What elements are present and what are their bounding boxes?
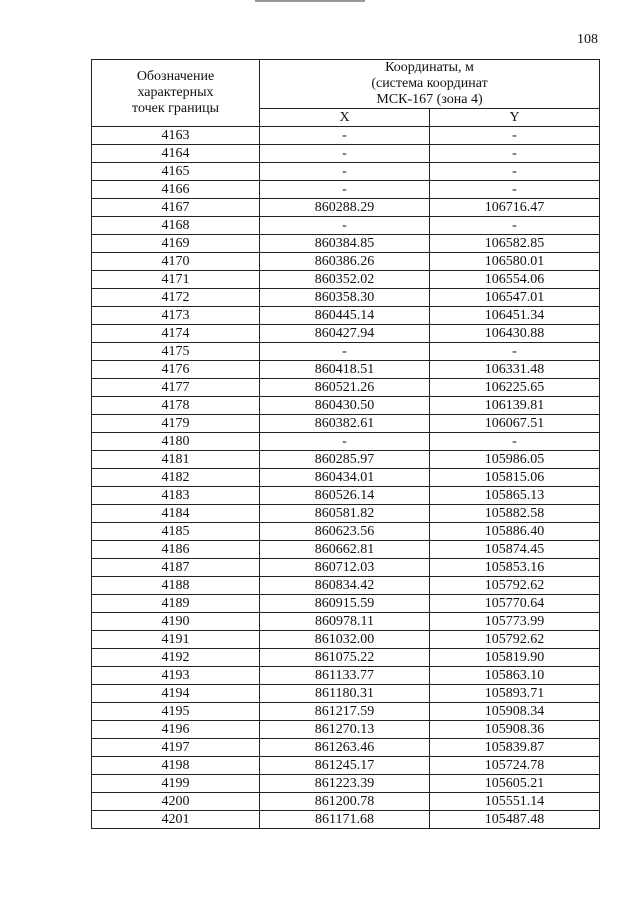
table-row [92,289,600,307]
point-cell: 4180 [92,433,260,451]
table-row [92,739,600,757]
header-x: X [260,109,430,127]
x-cell: 861032.00 [260,631,430,649]
x-cell: - [260,343,430,361]
table-body [92,127,600,829]
table-row [92,379,600,397]
table-row [92,775,600,793]
x-cell: 860418.51 [260,361,430,379]
point-cell: 4173 [92,307,260,325]
y-cell: 105874.45 [430,541,600,559]
point-cell: 4199 [92,775,260,793]
table-row [92,505,600,523]
coordinates-table [91,59,600,829]
x-cell: 860915.59 [260,595,430,613]
y-cell: 105893.71 [430,685,600,703]
point-cell: 4164 [92,145,260,163]
y-cell: 106716.47 [430,199,600,217]
page-number: 108 [577,32,598,47]
y-cell: 105551.14 [430,793,600,811]
y-cell: 105773.99 [430,613,600,631]
header-point-line: Обозначение [136,69,215,84]
point-cell: 4169 [92,235,260,253]
x-cell: 861263.46 [260,739,430,757]
x-cell: 860526.14 [260,487,430,505]
x-cell: 860623.56 [260,523,430,541]
y-cell: 106067.51 [430,415,600,433]
table-row [92,253,600,271]
table-row [92,361,600,379]
point-cell: 4185 [92,523,260,541]
x-cell: - [260,145,430,163]
table-row [92,433,600,451]
table-row [92,271,600,289]
point-cell: 4175 [92,343,260,361]
point-cell: 4179 [92,415,260,433]
point-cell: 4192 [92,649,260,667]
point-cell: 4201 [92,811,260,829]
point-cell: 4193 [92,667,260,685]
x-cell: 860978.11 [260,613,430,631]
y-cell: 105986.05 [430,451,600,469]
y-cell: 106451.34 [430,307,600,325]
table-row [92,793,600,811]
x-cell: 860834.42 [260,577,430,595]
table-row [92,757,600,775]
table-row [92,577,600,595]
point-cell: 4176 [92,361,260,379]
x-cell: 860430.50 [260,397,430,415]
point-cell: 4166 [92,181,260,199]
y-cell: 105724.78 [430,757,600,775]
point-cell: 4198 [92,757,260,775]
point-cell: 4189 [92,595,260,613]
x-cell: 861245.17 [260,757,430,775]
header-point-line: точек границы [132,101,219,116]
table-row [92,145,600,163]
point-cell: 4190 [92,613,260,631]
x-cell: 860712.03 [260,559,430,577]
x-cell: 861171.68 [260,811,430,829]
table-row [92,181,600,199]
point-cell: 4184 [92,505,260,523]
point-cell: 4188 [92,577,260,595]
table-row [92,523,600,541]
table-row [92,559,600,577]
x-cell: 860386.26 [260,253,430,271]
table-row [92,325,600,343]
table-row [92,343,600,361]
header-coord-line: МСК-167 (зона 4) [376,92,483,107]
x-cell: 861075.22 [260,649,430,667]
table-row [92,541,600,559]
table-row [92,613,600,631]
table-row [92,649,600,667]
x-cell: 860288.29 [260,199,430,217]
table-row [92,703,600,721]
point-cell: 4195 [92,703,260,721]
point-cell: 4167 [92,199,260,217]
point-cell: 4200 [92,793,260,811]
table-row [92,451,600,469]
y-cell: 106430.88 [430,325,600,343]
point-cell: 4181 [92,451,260,469]
x-cell: 860662.81 [260,541,430,559]
table-row [92,595,600,613]
y-cell: 105863.10 [430,667,600,685]
y-cell: - [430,127,600,145]
point-cell: 4177 [92,379,260,397]
y-cell: 106331.48 [430,361,600,379]
y-cell: 106554.06 [430,271,600,289]
point-cell: 4172 [92,289,260,307]
y-cell: 106580.01 [430,253,600,271]
y-cell: - [430,433,600,451]
point-cell: 4163 [92,127,260,145]
table-row [92,487,600,505]
point-cell: 4178 [92,397,260,415]
table-row [92,721,600,739]
x-cell: 861200.78 [260,793,430,811]
table-row [92,199,600,217]
x-cell: 860581.82 [260,505,430,523]
x-cell: 860445.14 [260,307,430,325]
y-cell: 106139.81 [430,397,600,415]
table-row [92,631,600,649]
table-row [92,163,600,181]
x-cell: - [260,181,430,199]
table-row [92,667,600,685]
table-row [92,397,600,415]
x-cell: 860434.01 [260,469,430,487]
x-cell: - [260,127,430,145]
x-cell: 861180.31 [260,685,430,703]
point-cell: 4187 [92,559,260,577]
x-cell: 860358.30 [260,289,430,307]
point-cell: 4191 [92,631,260,649]
x-cell: 861217.59 [260,703,430,721]
point-cell: 4183 [92,487,260,505]
x-cell: 860384.85 [260,235,430,253]
table-row [92,307,600,325]
y-cell: 105839.87 [430,739,600,757]
table-row [92,415,600,433]
point-cell: 4165 [92,163,260,181]
table-row [92,217,600,235]
x-cell: 860285.97 [260,451,430,469]
y-cell: 105792.62 [430,577,600,595]
point-cell: 4186 [92,541,260,559]
point-cell: 4171 [92,271,260,289]
y-cell: 106225.65 [430,379,600,397]
point-cell: 4174 [92,325,260,343]
point-cell: 4182 [92,469,260,487]
table-row [92,685,600,703]
y-cell: 105886.40 [430,523,600,541]
x-cell: - [260,217,430,235]
header-coord-line: Координаты, м [385,60,474,75]
point-cell: 4197 [92,739,260,757]
header-point-designation [92,60,260,127]
y-cell: 105908.36 [430,721,600,739]
y-cell: 105853.16 [430,559,600,577]
x-cell: 860427.94 [260,325,430,343]
y-cell: 105819.90 [430,649,600,667]
x-cell: - [260,433,430,451]
y-cell: - [430,181,600,199]
y-cell: 105605.21 [430,775,600,793]
header-point-line: характерных [137,85,214,100]
table-row [92,469,600,487]
x-cell: 861133.77 [260,667,430,685]
x-cell: 860352.02 [260,271,430,289]
y-cell: 105908.34 [430,703,600,721]
x-cell: - [260,163,430,181]
y-cell: 106582.85 [430,235,600,253]
x-cell: 860521.26 [260,379,430,397]
y-cell: 105792.62 [430,631,600,649]
top-scan-mark [255,0,365,2]
point-cell: 4194 [92,685,260,703]
y-cell: 106547.01 [430,289,600,307]
y-cell: - [430,343,600,361]
header-coord-line: (система координат [371,76,488,91]
x-cell: 861223.39 [260,775,430,793]
y-cell: - [430,145,600,163]
point-cell: 4168 [92,217,260,235]
y-cell: 105865.13 [430,487,600,505]
point-cell: 4196 [92,721,260,739]
y-cell: 105770.64 [430,595,600,613]
y-cell: - [430,217,600,235]
y-cell: 105815.06 [430,469,600,487]
x-cell: 861270.13 [260,721,430,739]
table-row [92,127,600,145]
x-cell: 860382.61 [260,415,430,433]
y-cell: - [430,163,600,181]
table-row [92,811,600,829]
y-cell: 105882.58 [430,505,600,523]
y-cell: 105487.48 [430,811,600,829]
point-cell: 4170 [92,253,260,271]
header-coordinates [260,60,600,109]
header-y: Y [430,109,600,127]
table-row [92,235,600,253]
